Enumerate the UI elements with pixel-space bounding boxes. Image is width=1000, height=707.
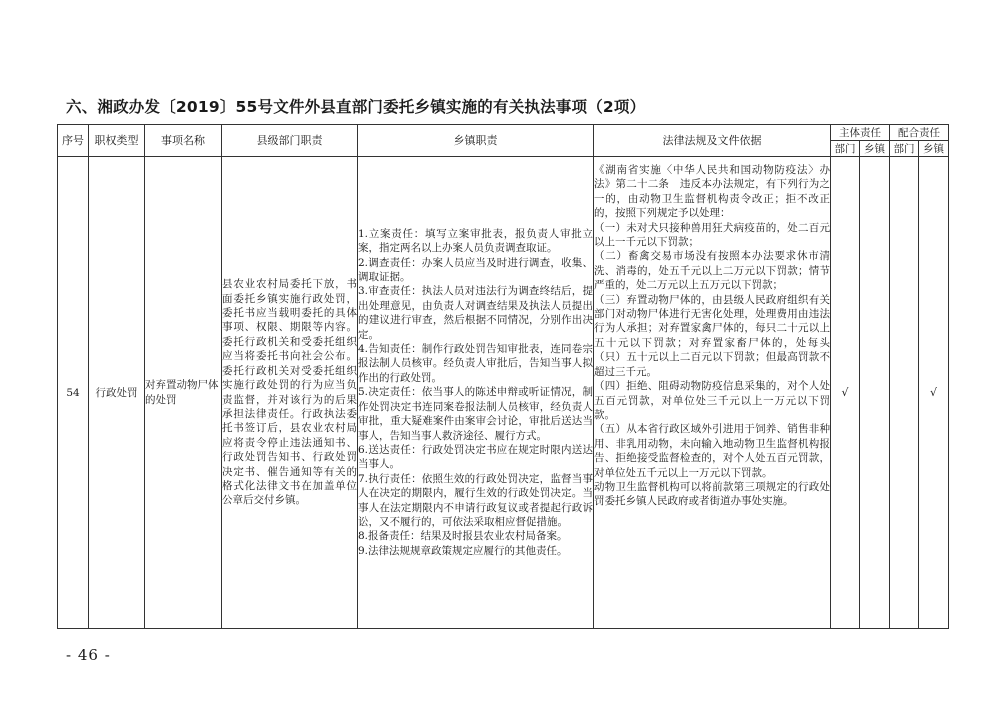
section-title: 六、湘政办发〔2019〕55号文件外县直部门委托乡镇实施的有关执法事项（2项）	[66, 98, 646, 116]
table-row	[58, 157, 949, 629]
enforcement-items-table	[57, 124, 949, 629]
law-basis-paragraph: （二）畜禽交易市场没有按照本办法要求休市清洗、消毒的，处五千元以上二万元以下罚款；情节严重的，处二万元以上五万元以下罚款；	[594, 250, 830, 292]
header-main-dept: 部门	[831, 141, 860, 157]
town-duty-item: 3.审查责任：执法人员对违法行为调查终结后，提出处理意见，由负责人对调查结果及执法人员提出的建议进行审查，然后根据不同情况，分别作出决定。	[358, 285, 593, 341]
law-basis-paragraph: 《湖南省实施〈中华人民共和国动物防疫法〉办法》第二十二条 违反本办法规定，有下列行为之一的，由动物卫生监督机构责令改正；拒不改正的，按照下列规定予以处理：	[594, 164, 830, 220]
header-seq: 序号	[58, 125, 89, 157]
coop-dept-check	[890, 157, 919, 629]
row-seq: 54	[58, 157, 89, 629]
law-basis-paragraph: （一）未对犬只接种兽用狂犬病疫苗的，处二百元以上一千元以下罚款；	[594, 221, 830, 249]
row-county-duty: 县农业农村局委托下放，书面委托乡镇实施行政处罚，委托书应当载明委托的具体事项、权限、期限等内容。委托行政机关和受委托组织应当将委托书向社会公布。委托行政机关对受委托组织实施行政处罚的行为应当负责监督，并对该行为的后果承担法律责任。行政执法委托书签订后，县农业农村局应将责令停止违法通知书、行政处罚告知书、行政处罚决定书、催告通知等有关的格式化法律文书在加盖单位公章后交付乡镇。	[222, 157, 358, 629]
row-law-basis	[594, 157, 831, 629]
town-duty-item: 6.送达责任：行政处罚决定书应在规定时限内送达当事人。	[358, 443, 593, 471]
page-number: - 46 -	[66, 646, 111, 664]
header-law-basis: 法律法规及文件依据	[594, 125, 831, 157]
town-duty-item: 4.告知责任：制作行政处罚告知审批表，连同卷宗报法制人员核审。经负责人审批后，告知当事人拟作出的行政处罚。	[358, 343, 593, 384]
law-basis-paragraph: （三）弃置动物尸体的，由县级人民政府组织有关部门对动物尸体进行无害化处理，处理费用由违法行为人承担；对弃置家禽尸体的，每只二十元以上五十元以下罚款；对弃置家畜尸体的，处每头（只）五十元以上二百元以下罚款；但最高罚款不超过三千元。	[594, 293, 830, 378]
town-duty-item: 2.调查责任：办案人员应当及时进行调查，收集、调取证据。	[358, 256, 593, 284]
header-main-responsibility: 主体责任	[831, 125, 890, 141]
main-dept-check: √	[831, 157, 860, 629]
town-duty-item: 9.法律法规规章政策规定应履行的其他责任。	[358, 544, 568, 557]
header-county-duty: 县级部门职责	[222, 125, 358, 157]
header-coop-town: 乡镇	[919, 141, 949, 157]
header-coop-dept: 部门	[890, 141, 919, 157]
coop-town-check: √	[919, 157, 949, 629]
header-main-town: 乡镇	[860, 141, 890, 157]
header-power-type: 职权类型	[89, 125, 145, 157]
row-power-type: 行政处罚	[89, 157, 145, 629]
law-basis-paragraph: （五）从本省行政区域外引进用于饲养、销售非种用、非乳用动物，未向输入地动物卫生监督机构报告、拒绝接受监督检查的，对个人处五百元罚款，对单位处五千元以上一万元以下罚款。	[594, 423, 830, 479]
row-item-name: 对弃置动物尸体的处罚	[145, 157, 222, 629]
town-duty-item: 5.决定责任：依当事人的陈述申辩或听证情况，制作处罚决定书连同案卷报法制人员核审，经负责人审批，重大疑难案件由案审会讨论，审批后送达当事人，告知当事人救济途径、履行方式。	[358, 386, 593, 442]
header-coop-responsibility: 配合责任	[890, 125, 949, 141]
law-basis-paragraph: 动物卫生监督机构可以将前款第三项规定的行政处罚委托乡镇人民政府或者街道办事处实施。	[594, 480, 830, 508]
town-duty-item: 1.立案责任：填写立案审批表，报负责人审批立案，指定两名以上办案人员负责调查取证。	[358, 227, 593, 255]
main-town-check	[860, 157, 890, 629]
law-basis-paragraph: （四）拒绝、阻碍动物防疫信息采集的，对个人处五百元罚款，对单位处三千元以上一万元以下罚款。	[594, 380, 830, 421]
town-duty-item: 7.执行责任：依照生效的行政处罚决定，监督当事人在决定的期限内，履行生效的行政处罚决定。当事人在法定期限内不申请行政复议或者提起行政诉讼，又不履行的，可依法采取相应督促措施。	[358, 472, 593, 528]
town-duty-item: 8.报备责任：结果及时报县农业农村局备案。	[358, 530, 568, 543]
row-town-duty	[358, 157, 594, 629]
header-item-name: 事项名称	[145, 125, 222, 157]
header-town-duty: 乡镇职责	[358, 125, 594, 157]
header-row	[58, 125, 949, 141]
